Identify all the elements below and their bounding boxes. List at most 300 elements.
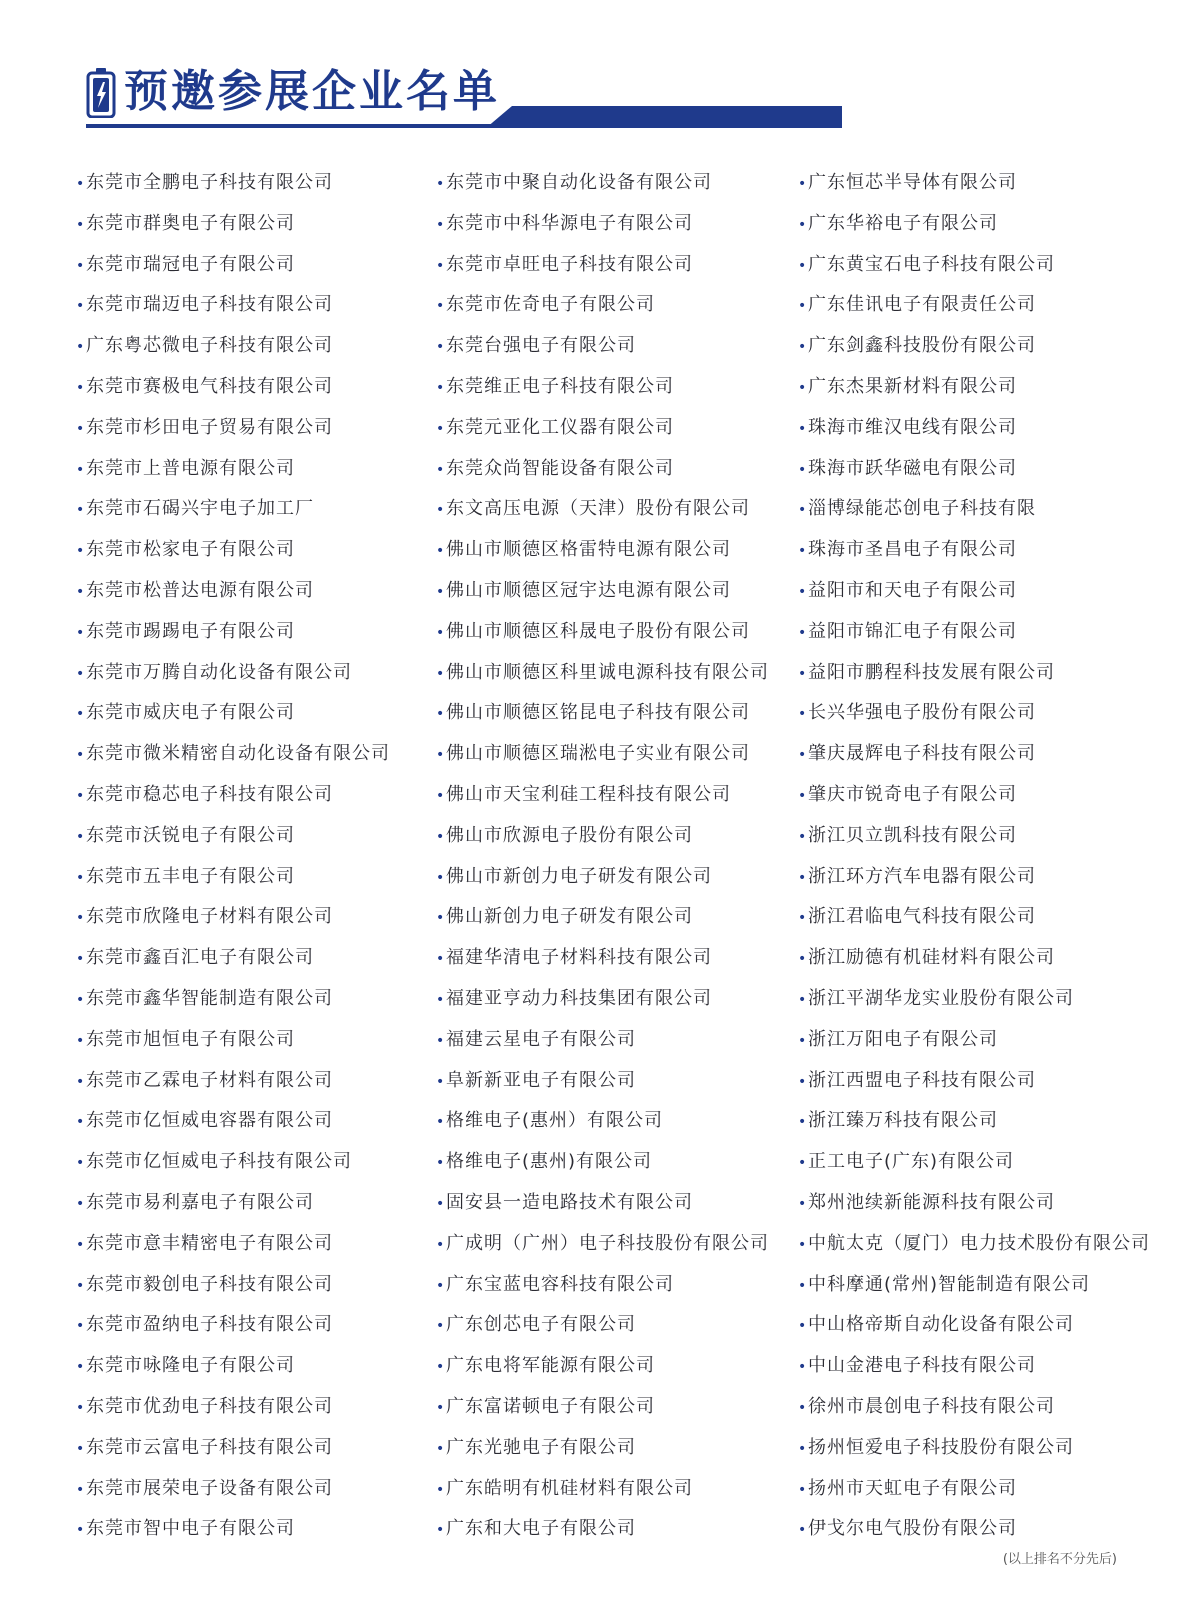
bullet-icon: • bbox=[436, 176, 446, 192]
bullet-icon: • bbox=[436, 216, 446, 233]
exhibitor-name: 广东创芯电子有限公司 bbox=[446, 1314, 636, 1336]
exhibitor-name: 佛山市顺德区铭昆电子科技有限公司 bbox=[446, 702, 750, 724]
exhibitor-name: 东莞市稳芯电子科技有限公司 bbox=[86, 783, 333, 805]
exhibitor-item bbox=[798, 408, 1150, 449]
exhibitor-item bbox=[76, 857, 390, 898]
bullet-icon: • bbox=[436, 1032, 446, 1049]
exhibitor-item bbox=[798, 1183, 1150, 1224]
bullet-icon: • bbox=[436, 420, 446, 437]
exhibitor-item bbox=[436, 530, 769, 571]
bullet-icon: • bbox=[76, 1073, 86, 1090]
exhibitor-name: 东莞市旭恒电子有限公司 bbox=[86, 1028, 295, 1050]
exhibitor-item bbox=[798, 1469, 1150, 1510]
bullet-icon: • bbox=[798, 216, 808, 233]
bullet-icon: • bbox=[76, 1318, 86, 1335]
bullet-icon: • bbox=[76, 1114, 86, 1131]
bullet-icon: • bbox=[798, 706, 808, 723]
exhibitor-item bbox=[76, 1346, 390, 1387]
exhibitor-name: 东莞市咏隆电子有限公司 bbox=[86, 1355, 295, 1377]
exhibitor-item bbox=[436, 489, 769, 530]
exhibitor-item bbox=[76, 1509, 390, 1550]
exhibitor-item bbox=[798, 1428, 1150, 1469]
bullet-icon: • bbox=[798, 1195, 808, 1212]
bullet-icon: • bbox=[436, 747, 446, 764]
bullet-icon: • bbox=[436, 298, 446, 315]
bullet-icon: • bbox=[436, 1522, 446, 1539]
exhibitor-item bbox=[76, 489, 390, 530]
bullet-icon: • bbox=[798, 1073, 808, 1090]
exhibitor-item bbox=[798, 285, 1150, 326]
exhibitor-item bbox=[798, 612, 1150, 653]
exhibitor-item bbox=[436, 1509, 769, 1550]
exhibitor-item bbox=[436, 408, 769, 449]
bullet-icon: • bbox=[76, 828, 86, 845]
exhibitor-item bbox=[76, 1265, 390, 1306]
bullet-icon: • bbox=[76, 706, 86, 723]
bullet-icon: • bbox=[76, 1359, 86, 1376]
bullet-icon: • bbox=[798, 176, 808, 192]
exhibitor-item bbox=[798, 897, 1150, 938]
exhibitor-item bbox=[798, 1061, 1150, 1102]
exhibitor-name: 中科摩通(常州)智能制造有限公司 bbox=[808, 1273, 1091, 1295]
exhibitor-item bbox=[436, 1387, 769, 1428]
bullet-icon: • bbox=[798, 869, 808, 886]
exhibitor-name: 东莞市亿恒威电容器有限公司 bbox=[86, 1110, 333, 1132]
exhibitor-item bbox=[76, 245, 390, 286]
exhibitor-item bbox=[76, 1183, 390, 1224]
exhibitor-name: 浙江西盟电子科技有限公司 bbox=[808, 1069, 1036, 1091]
exhibitor-item bbox=[798, 1305, 1150, 1346]
bullet-icon: • bbox=[76, 583, 86, 600]
bullet-icon: • bbox=[436, 379, 446, 396]
exhibitor-list bbox=[0, 163, 1199, 1543]
exhibitor-item bbox=[436, 1428, 769, 1469]
exhibitor-item bbox=[436, 571, 769, 612]
bullet-icon: • bbox=[798, 583, 808, 600]
exhibitor-name: 广东皓明有机硅材料有限公司 bbox=[446, 1477, 693, 1499]
exhibitor-name: 东莞市盈纳电子科技有限公司 bbox=[86, 1314, 333, 1336]
bullet-icon: • bbox=[76, 502, 86, 519]
exhibitor-name: 东莞市沃锐电子有限公司 bbox=[86, 824, 295, 846]
exhibitor-name: 广成明（广州）电子科技股份有限公司 bbox=[446, 1232, 769, 1254]
bullet-icon: • bbox=[436, 1114, 446, 1131]
bullet-icon: • bbox=[76, 624, 86, 641]
exhibitor-item bbox=[436, 367, 769, 408]
exhibitor-item bbox=[76, 1305, 390, 1346]
exhibitor-item bbox=[76, 816, 390, 857]
bullet-icon: • bbox=[76, 951, 86, 968]
bullet-icon: • bbox=[436, 461, 446, 478]
exhibitor-name: 东莞市石碣兴宇电子加工厂 bbox=[86, 498, 314, 520]
bullet-icon: • bbox=[436, 339, 446, 356]
exhibitor-name: 长兴华强电子股份有限公司 bbox=[808, 702, 1036, 724]
exhibitor-name: 浙江励德有机硅材料有限公司 bbox=[808, 947, 1055, 969]
exhibitor-name: 东莞市瑞迈电子科技有限公司 bbox=[86, 294, 333, 316]
exhibitor-name: 东莞市意丰精密电子有限公司 bbox=[86, 1232, 333, 1254]
exhibitor-name: 肇庆市锐奇电子有限公司 bbox=[808, 783, 1017, 805]
bullet-icon: • bbox=[798, 828, 808, 845]
bullet-icon: • bbox=[436, 828, 446, 845]
exhibitor-name: 东莞市杉田电子贸易有限公司 bbox=[86, 416, 333, 438]
bullet-icon: • bbox=[798, 379, 808, 396]
exhibitor-item bbox=[436, 1346, 769, 1387]
bullet-icon: • bbox=[798, 502, 808, 519]
exhibitor-item bbox=[76, 204, 390, 245]
exhibitor-name: 东莞市智中电子有限公司 bbox=[86, 1518, 295, 1540]
exhibitor-name: 郑州池续新能源科技有限公司 bbox=[808, 1191, 1055, 1213]
exhibitor-name: 广东杰果新材料有限公司 bbox=[808, 375, 1017, 397]
exhibitor-name: 佛山市顺德区冠宇达电源有限公司 bbox=[446, 579, 731, 601]
exhibitor-item bbox=[798, 530, 1150, 571]
exhibitor-name: 浙江臻万科技有限公司 bbox=[808, 1110, 998, 1132]
bullet-icon: • bbox=[798, 624, 808, 641]
exhibitor-item bbox=[436, 285, 769, 326]
bullet-icon: • bbox=[798, 1399, 808, 1416]
exhibitor-item bbox=[436, 816, 769, 857]
bullet-icon: • bbox=[798, 665, 808, 682]
exhibitor-name: 珠海市维汉电线有限公司 bbox=[808, 416, 1017, 438]
exhibitor-item bbox=[436, 857, 769, 898]
exhibitor-name: 徐州市晨创电子科技有限公司 bbox=[808, 1395, 1055, 1417]
bullet-icon: • bbox=[436, 624, 446, 641]
bullet-icon: • bbox=[76, 543, 86, 560]
exhibitor-item bbox=[436, 163, 769, 204]
bullet-icon: • bbox=[76, 461, 86, 478]
exhibitor-item bbox=[76, 1387, 390, 1428]
exhibitor-name: 东莞市上普电源有限公司 bbox=[86, 457, 295, 479]
exhibitor-name: 东莞市云富电子科技有限公司 bbox=[86, 1436, 333, 1458]
exhibitor-column-2 bbox=[436, 163, 769, 1550]
bullet-icon: • bbox=[798, 543, 808, 560]
bullet-icon: • bbox=[798, 1481, 808, 1498]
exhibitor-name: 广东和大电子有限公司 bbox=[446, 1518, 636, 1540]
exhibitor-name: 东莞元亚化工仪器有限公司 bbox=[446, 416, 674, 438]
exhibitor-name: 固安县一造电路技术有限公司 bbox=[446, 1191, 693, 1213]
exhibitor-name: 东莞市松家电子有限公司 bbox=[86, 539, 295, 561]
exhibitor-name: 佛山市顺德区瑞淞电子实业有限公司 bbox=[446, 743, 750, 765]
exhibitor-name: 中山格帝斯自动化设备有限公司 bbox=[808, 1314, 1074, 1336]
exhibitor-item bbox=[76, 1061, 390, 1102]
exhibitor-name: 东莞市优劲电子科技有限公司 bbox=[86, 1395, 333, 1417]
exhibitor-name: 东莞市鑫百汇电子有限公司 bbox=[86, 947, 314, 969]
bullet-icon: • bbox=[436, 1440, 446, 1457]
exhibitor-name: 东莞市踢踢电子有限公司 bbox=[86, 620, 295, 642]
exhibitor-name: 东莞市微米精密自动化设备有限公司 bbox=[86, 743, 390, 765]
exhibitor-name: 扬州市天虹电子有限公司 bbox=[808, 1477, 1017, 1499]
exhibitor-name: 珠海市跃华磁电有限公司 bbox=[808, 457, 1017, 479]
bullet-icon: • bbox=[436, 869, 446, 886]
bullet-icon: • bbox=[798, 1114, 808, 1131]
exhibitor-item bbox=[798, 245, 1150, 286]
exhibitor-item bbox=[798, 693, 1150, 734]
exhibitor-name: 中航太克（厦门）电力技术股份有限公司 bbox=[808, 1232, 1150, 1254]
exhibitor-item bbox=[436, 245, 769, 286]
exhibitor-name: 扬州恒爱电子科技股份有限公司 bbox=[808, 1436, 1074, 1458]
exhibitor-name: 益阳市和天电子有限公司 bbox=[808, 579, 1017, 601]
exhibitor-name: 福建云星电子有限公司 bbox=[446, 1028, 636, 1050]
exhibitor-item bbox=[76, 1224, 390, 1265]
exhibitor-name: 东莞市中聚自动化设备有限公司 bbox=[446, 172, 712, 193]
exhibitor-item bbox=[76, 693, 390, 734]
exhibitor-item bbox=[436, 1224, 769, 1265]
bullet-icon: • bbox=[798, 951, 808, 968]
bullet-icon: • bbox=[76, 420, 86, 437]
exhibitor-item bbox=[798, 1509, 1150, 1550]
exhibitor-name: 广东电将军能源有限公司 bbox=[446, 1355, 655, 1377]
exhibitor-name: 东莞市亿恒威电子科技有限公司 bbox=[86, 1151, 352, 1173]
bullet-icon: • bbox=[436, 1318, 446, 1335]
exhibitor-name: 东莞市展荣电子设备有限公司 bbox=[86, 1477, 333, 1499]
exhibitor-name: 佛山市新创力电子研发有限公司 bbox=[446, 865, 712, 887]
exhibitor-name: 东莞市五丰电子有限公司 bbox=[86, 865, 295, 887]
bullet-icon: • bbox=[76, 1522, 86, 1539]
bullet-icon: • bbox=[76, 910, 86, 927]
bullet-icon: • bbox=[798, 1359, 808, 1376]
exhibitor-column-3 bbox=[798, 163, 1150, 1550]
exhibitor-name: 东莞市乙霖电子材料有限公司 bbox=[86, 1069, 333, 1091]
bullet-icon: • bbox=[76, 991, 86, 1008]
bullet-icon: • bbox=[798, 910, 808, 927]
bullet-icon: • bbox=[436, 257, 446, 274]
bullet-icon: • bbox=[436, 910, 446, 927]
bullet-icon: • bbox=[798, 257, 808, 274]
exhibitor-item bbox=[798, 1020, 1150, 1061]
exhibitor-name: 东莞市瑞冠电子有限公司 bbox=[86, 253, 295, 275]
bullet-icon: • bbox=[798, 747, 808, 764]
exhibitor-item bbox=[798, 734, 1150, 775]
exhibitor-item bbox=[76, 775, 390, 816]
bullet-icon: • bbox=[436, 1359, 446, 1376]
exhibitor-item bbox=[798, 1265, 1150, 1306]
bullet-icon: • bbox=[76, 1032, 86, 1049]
exhibitor-name: 珠海市圣昌电子有限公司 bbox=[808, 539, 1017, 561]
exhibitor-name: 东莞众尚智能设备有限公司 bbox=[446, 457, 674, 479]
exhibitor-item bbox=[436, 1305, 769, 1346]
exhibitor-name: 东莞市卓旺电子科技有限公司 bbox=[446, 253, 693, 275]
bullet-icon: • bbox=[76, 1277, 86, 1294]
exhibitor-item bbox=[798, 816, 1150, 857]
bullet-icon: • bbox=[76, 216, 86, 233]
exhibitor-name: 伊戈尔电气股份有限公司 bbox=[808, 1518, 1017, 1540]
bullet-icon: • bbox=[798, 1522, 808, 1539]
exhibitor-item bbox=[798, 979, 1150, 1020]
bullet-icon: • bbox=[436, 665, 446, 682]
bullet-icon: • bbox=[798, 991, 808, 1008]
bullet-icon: • bbox=[798, 420, 808, 437]
exhibitor-item bbox=[436, 1101, 769, 1142]
exhibitor-column-1 bbox=[76, 163, 390, 1550]
exhibitor-name: 浙江贝立凯科技有限公司 bbox=[808, 824, 1017, 846]
exhibitor-item bbox=[436, 775, 769, 816]
exhibitor-name: 佛山市欣源电子股份有限公司 bbox=[446, 824, 693, 846]
exhibitor-name: 广东粤芯微电子科技有限公司 bbox=[86, 335, 333, 357]
exhibitor-item bbox=[436, 1142, 769, 1183]
exhibitor-item bbox=[76, 734, 390, 775]
exhibitor-name: 东莞台强电子有限公司 bbox=[446, 335, 636, 357]
exhibitor-item bbox=[76, 285, 390, 326]
exhibitor-name: 格维电子(惠州）有限公司 bbox=[446, 1110, 664, 1132]
exhibitor-name: 浙江环方汽车电器有限公司 bbox=[808, 865, 1036, 887]
exhibitor-item bbox=[76, 449, 390, 490]
bullet-icon: • bbox=[436, 1481, 446, 1498]
exhibitor-item bbox=[798, 653, 1150, 694]
exhibitor-name: 福建华清电子材料科技有限公司 bbox=[446, 947, 712, 969]
bullet-icon: • bbox=[436, 1155, 446, 1172]
bullet-icon: • bbox=[76, 1236, 86, 1253]
bullet-icon: • bbox=[436, 991, 446, 1008]
exhibitor-name: 东莞市万腾自动化设备有限公司 bbox=[86, 661, 352, 683]
exhibitor-name: 佛山市顺德区科晟电子股份有限公司 bbox=[446, 620, 750, 642]
exhibitor-name: 东莞市佐奇电子有限公司 bbox=[446, 294, 655, 316]
exhibitor-name: 福建亚亨动力科技集团有限公司 bbox=[446, 987, 712, 1009]
exhibitor-name: 浙江君临电气科技有限公司 bbox=[808, 906, 1036, 928]
bullet-icon: • bbox=[798, 339, 808, 356]
exhibitor-item bbox=[76, 571, 390, 612]
exhibitor-item bbox=[798, 571, 1150, 612]
exhibitor-item bbox=[436, 1183, 769, 1224]
exhibitor-item bbox=[76, 1020, 390, 1061]
exhibitor-name: 东莞维正电子科技有限公司 bbox=[446, 375, 674, 397]
exhibitor-item bbox=[76, 897, 390, 938]
exhibitor-name: 东莞市松普达电源有限公司 bbox=[86, 579, 314, 601]
exhibitor-item bbox=[798, 1224, 1150, 1265]
exhibitor-name: 东莞市全鹏电子科技有限公司 bbox=[86, 172, 333, 193]
bullet-icon: • bbox=[436, 787, 446, 804]
bullet-icon: • bbox=[798, 1318, 808, 1335]
bullet-icon: • bbox=[798, 787, 808, 804]
exhibitor-item bbox=[798, 1142, 1150, 1183]
bullet-icon: • bbox=[436, 1236, 446, 1253]
bullet-icon: • bbox=[436, 502, 446, 519]
exhibitor-name: 格维电子(惠州)有限公司 bbox=[446, 1151, 653, 1173]
exhibitor-item bbox=[798, 1387, 1150, 1428]
exhibitor-item bbox=[798, 204, 1150, 245]
exhibitor-name: 东莞市欣隆电子材料有限公司 bbox=[86, 906, 333, 928]
exhibitor-name: 浙江万阳电子有限公司 bbox=[808, 1028, 998, 1050]
bullet-icon: • bbox=[76, 1440, 86, 1457]
exhibitor-item bbox=[436, 653, 769, 694]
exhibitor-item bbox=[76, 1142, 390, 1183]
bullet-icon: • bbox=[798, 1277, 808, 1294]
exhibitor-item bbox=[436, 897, 769, 938]
exhibitor-name: 东莞市赛极电气科技有限公司 bbox=[86, 375, 333, 397]
bullet-icon: • bbox=[76, 379, 86, 396]
exhibitor-name: 东莞市毅创电子科技有限公司 bbox=[86, 1273, 333, 1295]
exhibitor-name: 中山金港电子科技有限公司 bbox=[808, 1355, 1036, 1377]
exhibitor-item bbox=[436, 1020, 769, 1061]
exhibitor-item bbox=[76, 938, 390, 979]
exhibitor-item bbox=[436, 449, 769, 490]
bullet-icon: • bbox=[436, 1277, 446, 1294]
bullet-icon: • bbox=[436, 706, 446, 723]
exhibitor-name: 正工电子(广东)有限公司 bbox=[808, 1151, 1015, 1173]
exhibitor-item bbox=[798, 1346, 1150, 1387]
bullet-icon: • bbox=[436, 1399, 446, 1416]
bullet-icon: • bbox=[798, 298, 808, 315]
exhibitor-name: 广东光驰电子有限公司 bbox=[446, 1436, 636, 1458]
exhibitor-item bbox=[798, 857, 1150, 898]
exhibitor-name: 东莞市威庆电子有限公司 bbox=[86, 702, 295, 724]
bullet-icon: • bbox=[76, 176, 86, 192]
page-header bbox=[0, 0, 1199, 140]
bullet-icon: • bbox=[436, 1073, 446, 1090]
bullet-icon: • bbox=[76, 298, 86, 315]
exhibitor-item bbox=[798, 775, 1150, 816]
exhibitor-name: 广东华裕电子有限公司 bbox=[808, 212, 998, 234]
exhibitor-name: 佛山市顺德区科里诚电源科技有限公司 bbox=[446, 661, 769, 683]
bullet-icon: • bbox=[76, 1155, 86, 1172]
exhibitor-name: 肇庆晟辉电子科技有限公司 bbox=[808, 743, 1036, 765]
exhibitor-name: 益阳市锦汇电子有限公司 bbox=[808, 620, 1017, 642]
ranking-note: (以上排名不分先后) bbox=[1002, 1552, 1117, 1567]
bullet-icon: • bbox=[76, 869, 86, 886]
bullet-icon: • bbox=[76, 339, 86, 356]
exhibitor-name: 佛山新创力电子研发有限公司 bbox=[446, 906, 693, 928]
bullet-icon: • bbox=[76, 665, 86, 682]
bullet-icon: • bbox=[436, 583, 446, 600]
exhibitor-item bbox=[798, 367, 1150, 408]
exhibitor-item bbox=[76, 612, 390, 653]
exhibitor-name: 广东宝蓝电容科技有限公司 bbox=[446, 1273, 674, 1295]
exhibitor-item bbox=[76, 530, 390, 571]
exhibitor-name: 浙江平湖华龙实业股份有限公司 bbox=[808, 987, 1074, 1009]
bullet-icon: • bbox=[436, 543, 446, 560]
exhibitor-item bbox=[76, 408, 390, 449]
bullet-icon: • bbox=[76, 1399, 86, 1416]
bullet-icon: • bbox=[76, 787, 86, 804]
bullet-icon: • bbox=[76, 747, 86, 764]
bullet-icon: • bbox=[436, 1195, 446, 1212]
exhibitor-item bbox=[798, 326, 1150, 367]
exhibitor-item bbox=[436, 734, 769, 775]
bullet-icon: • bbox=[76, 257, 86, 274]
exhibitor-name: 东莞市易利嘉电子有限公司 bbox=[86, 1191, 314, 1213]
exhibitor-name: 东莞市群奥电子有限公司 bbox=[86, 212, 295, 234]
exhibitor-name: 佛山市顺德区格雷特电源有限公司 bbox=[446, 539, 731, 561]
exhibitor-item bbox=[436, 1265, 769, 1306]
title-underline-bar bbox=[0, 100, 1199, 140]
exhibitor-item bbox=[436, 326, 769, 367]
exhibitor-name: 广东佳讯电子有限责任公司 bbox=[808, 294, 1036, 316]
exhibitor-name: 阜新新亚电子有限公司 bbox=[446, 1069, 636, 1091]
exhibitor-item bbox=[76, 367, 390, 408]
exhibitor-item bbox=[436, 979, 769, 1020]
bullet-icon: • bbox=[76, 1195, 86, 1212]
exhibitor-item bbox=[436, 938, 769, 979]
exhibitor-item bbox=[76, 979, 390, 1020]
exhibitor-name: 广东黄宝石电子科技有限公司 bbox=[808, 253, 1055, 275]
exhibitor-name: 广东富诺顿电子有限公司 bbox=[446, 1395, 655, 1417]
exhibitor-name: 广东剑鑫科技股份有限公司 bbox=[808, 335, 1036, 357]
exhibitor-item bbox=[76, 1428, 390, 1469]
bullet-icon: • bbox=[76, 1481, 86, 1498]
bullet-icon: • bbox=[798, 461, 808, 478]
exhibitor-item bbox=[798, 1101, 1150, 1142]
exhibitor-name: 东莞市鑫华智能制造有限公司 bbox=[86, 987, 333, 1009]
exhibitor-item bbox=[76, 1469, 390, 1510]
exhibitor-name: 东文高压电源（天津）股份有限公司 bbox=[446, 498, 750, 520]
exhibitor-item bbox=[436, 1061, 769, 1102]
exhibitor-item bbox=[798, 489, 1150, 530]
exhibitor-name: 东莞市中科华源电子有限公司 bbox=[446, 212, 693, 234]
exhibitor-item bbox=[436, 612, 769, 653]
exhibitor-item bbox=[76, 163, 390, 204]
exhibitor-name: 佛山市天宝利硅工程科技有限公司 bbox=[446, 783, 731, 805]
bullet-icon: • bbox=[798, 1236, 808, 1253]
exhibitor-item bbox=[76, 1101, 390, 1142]
exhibitor-name: 广东恒芯半导体有限公司 bbox=[808, 172, 1017, 193]
exhibitor-item bbox=[76, 653, 390, 694]
